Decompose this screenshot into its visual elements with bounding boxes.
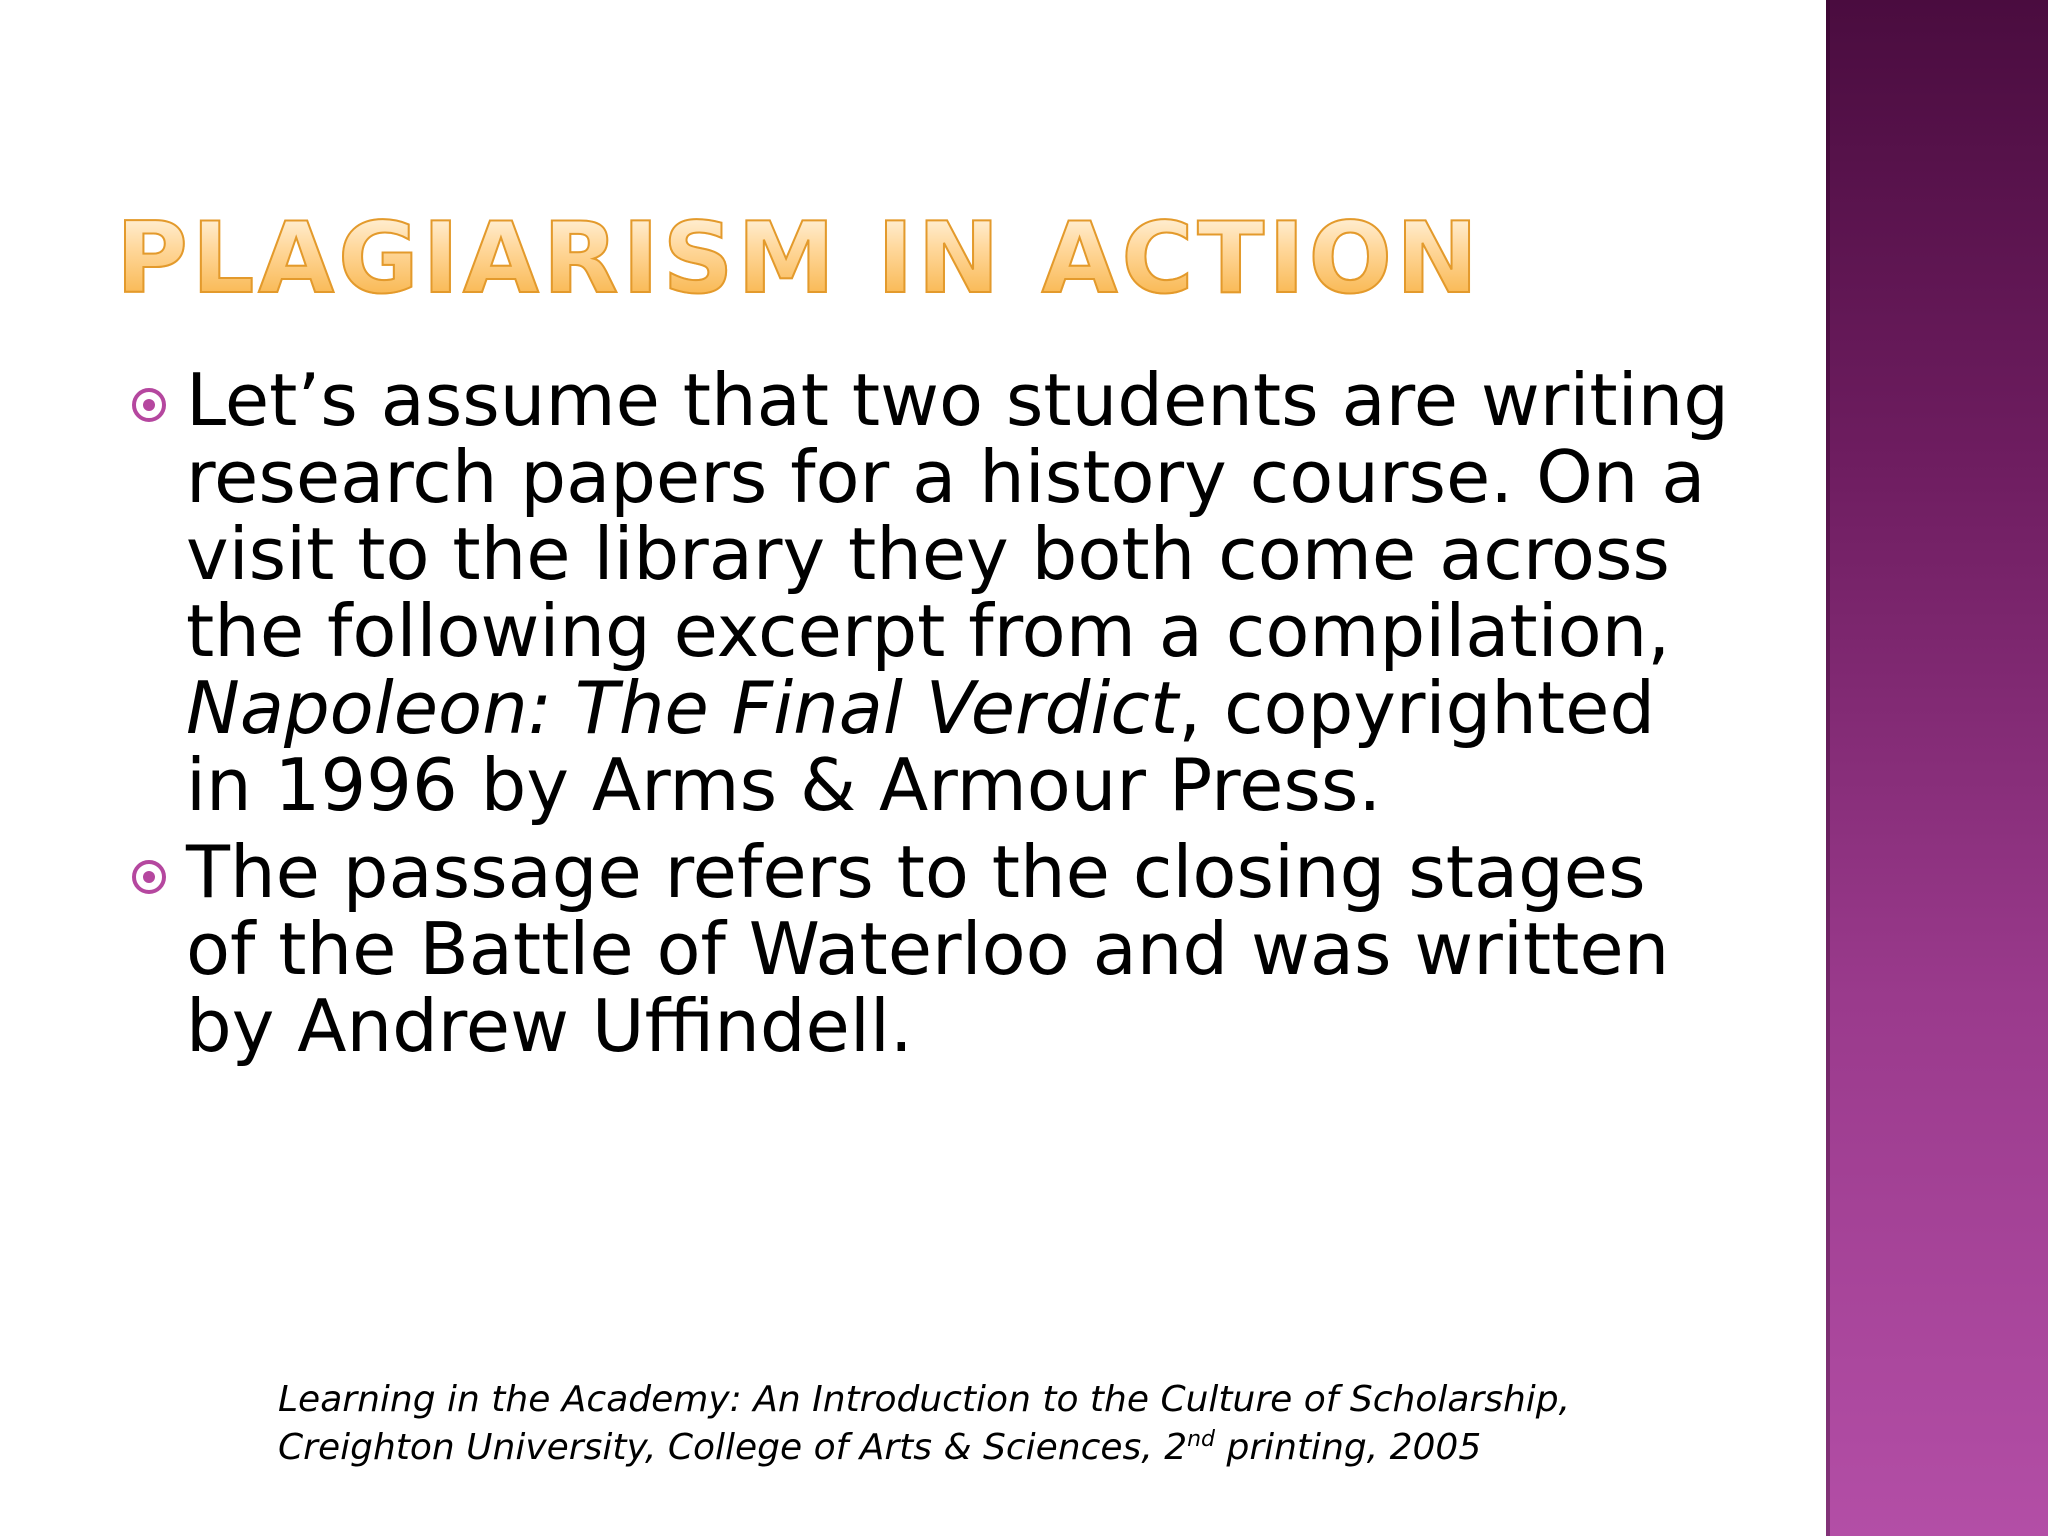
bullet-item-2 xyxy=(130,830,1730,1068)
bullet-text-intro: Let’s assume that two students are writing research papers for a history course. On a visit to the library they both come across the following excerpt from a compilation, xyxy=(186,358,1729,673)
book-title: Napoleon: The Final Verdict xyxy=(186,666,1179,750)
decorative-side-bar xyxy=(1826,0,2048,1536)
bullet-circle-icon xyxy=(132,860,166,894)
bullet-text xyxy=(186,358,1730,827)
bullet-list xyxy=(130,358,1730,1075)
bullet-text-publisher: , copyrighted in 1996 by Arms & Armour Press. xyxy=(186,666,1656,827)
citation-text-end: printing, 2005 xyxy=(1215,1427,1482,1468)
source-citation xyxy=(278,1376,1758,1472)
citation-text: Learning in the Academy: An Introduction to the Culture of Scholarship, Creighton University, College of Arts & Sciences, 2 xyxy=(278,1379,1571,1468)
bullet-text: The passage refers to the closing stages of the Battle of Waterloo and was written by Andrew Uffindell. xyxy=(186,830,1670,1068)
bullet-item-1 xyxy=(130,358,1730,827)
slide-title: PLAGIARISM IN ACTION xyxy=(116,202,1483,316)
bullet-circle-icon xyxy=(132,388,166,422)
citation-superscript: nd xyxy=(1187,1427,1216,1452)
